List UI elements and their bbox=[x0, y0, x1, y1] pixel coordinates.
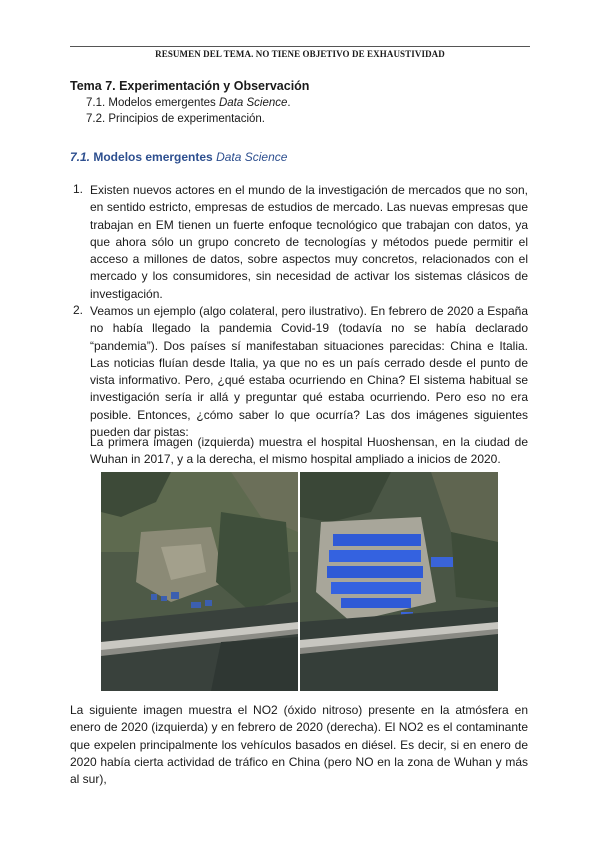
page-header: RESUMEN DEL TEMA. NO TIENE OBJETIVO DE EXHAUSTIVIDAD bbox=[155, 49, 445, 59]
satellite-image-2017 bbox=[101, 472, 298, 691]
toc-item-end: . bbox=[287, 97, 291, 109]
toc-item-number: 7.2. bbox=[86, 113, 106, 125]
image-divider bbox=[298, 472, 300, 691]
list-item-text: Veamos un ejemplo (algo colateral, pero ilustrativo). En febrero de 2020 a España no había llegado la pandemia Covid-19 (todavía no se había declarado “pandemia”). Dos países sí manifestaban situaciones parecidas: China e Italia. Las noticias fluían desde Italia, ya que no es un país cerrado desde el punto de vista informativo. Pero, ¿qué estaba ocurriendo en China? El sistema habitual se investigación sería ir allá y preguntar qué estaba ocurriendo. Pero eso no era posible. Entonces, ¿cómo saber lo que ocurría? Las dos imágenes siguientes pueden dar pistas: bbox=[90, 304, 528, 440]
header-rule bbox=[70, 46, 530, 47]
toc-item-number: 7.1. bbox=[86, 97, 106, 109]
list-item-number: 1. bbox=[73, 182, 84, 196]
section-title-italic: Data Science bbox=[216, 150, 288, 164]
section-title: Modelos emergentes bbox=[93, 150, 217, 164]
toc-item-7-2 bbox=[86, 113, 265, 125]
toc-item-italic: Data Science bbox=[218, 97, 288, 109]
section-number: 7.1. bbox=[70, 150, 91, 164]
satellite-image-2020 bbox=[300, 472, 498, 691]
toc-title: Tema 7. Experimentación y Observación bbox=[70, 79, 310, 93]
section-heading bbox=[70, 150, 287, 164]
closing-paragraph: La siguiente imagen muestra el NO2 (óxido nitroso) presente en la atmósfera en enero de 2020 (izquierda) y en febrero de 2020 (derecha). El NO2 es el contaminante que expelen principalmente los vehículos basados en diésel. Es decir, si en enero de 2020 había cierta actividad de tráfico en China (pero NO en la zona de Wuhan y más al sur), bbox=[70, 703, 528, 787]
toc-item-text: Modelos emergentes bbox=[108, 97, 219, 109]
list-item-text: Existen nuevos actores en el mundo de la investigación de mercados que no son, en sentido estricto, empresas de estudios de mercado. Las nuevas empresas que trabajan en EM tienen un fuerte enfoque tecnológico que trabajan con datos, ya que ahora sólo un grupo concreto de tecnologías y métodos puede permitir el acceso a millones de datos, sobre aspectos muy concretos, relacionados con el mercado y los consumidores, sin necesidad de activar los sistemas clásicos de investigación. bbox=[90, 183, 528, 301]
satellite-image bbox=[101, 472, 498, 691]
image-caption: La primera imagen (izquierda) muestra el hospital Huoshensan, en la ciudad de Wuhan in 2017, y a la derecha, el mismo hospital ampliado a inicios de 2020. bbox=[90, 435, 528, 467]
toc-item-text: Principios de experimentación. bbox=[108, 113, 265, 125]
list-item-number: 2. bbox=[73, 303, 84, 317]
toc-item-7-1 bbox=[86, 97, 291, 109]
